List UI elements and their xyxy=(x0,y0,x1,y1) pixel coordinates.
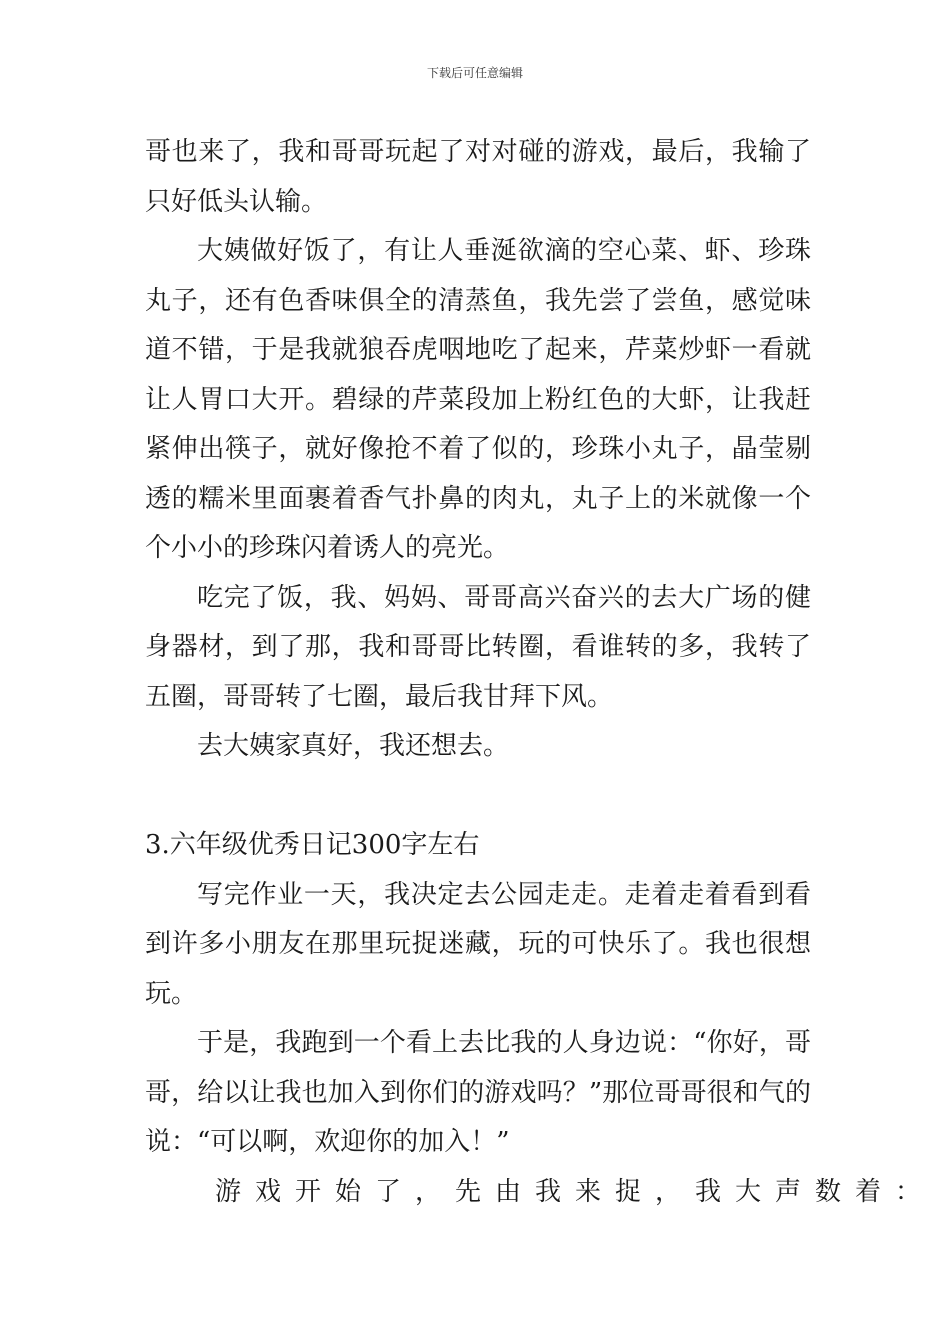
paragraph-7: 游戏开始了，先由我来捉，我大声数着： xyxy=(215,1176,936,1207)
paragraph-3: 吃完了饭，我、妈妈、哥哥高兴奋兴的去大广场的健身器材，到了那，我和哥哥比转圈，看谁转的多，我转了五圈，哥哥转了七圈，最后我甘拜下风。 xyxy=(145,582,811,712)
spacer xyxy=(145,772,811,822)
section-heading: 3.六年级优秀日记300字左右 xyxy=(145,830,480,860)
paragraph-6: 于是，我跑到一个看上去比我的人身边说：“你好，哥哥，给以让我也加入到你们的游戏吗？”那位哥哥很和气的说：“可以啊，欢迎你的加入！” xyxy=(145,1028,811,1157)
paragraph-5: 写完作业一天，我决定去公园走走。走着走着看到看到许多小朋友在那里玩捉迷藏，玩的可快乐了。我也很想玩。 xyxy=(145,879,811,1009)
document-body xyxy=(145,128,936,1217)
paragraph-2: 大姨做好饭了，有让人垂涎欲滴的空心菜、虾、珍珠丸子，还有色香味俱全的清蒸鱼，我先尝了尝鱼，感觉味道不错，于是我就狼吞虎咽地吃了起来，芹菜炒虾一看就让人胃口大开。碧绿的芹菜段加上粉红色的大虾，让我赶紧伸出筷子，就好像抢不着了似的，珍珠小丸子，晶莹剔透的糯米里面裹着香气扑鼻的肉丸，丸子上的米就像一个个小小的珍珠闪着诱人的亮光。 xyxy=(145,236,811,563)
paragraph-1: 哥也来了，我和哥哥玩起了对对碰的游戏，最后，我输了只好低头认输。 xyxy=(145,137,811,217)
page-header: 下载后可任意编辑 xyxy=(426,66,523,80)
paragraph-4: 去大姨家真好，我还想去。 xyxy=(197,731,510,761)
